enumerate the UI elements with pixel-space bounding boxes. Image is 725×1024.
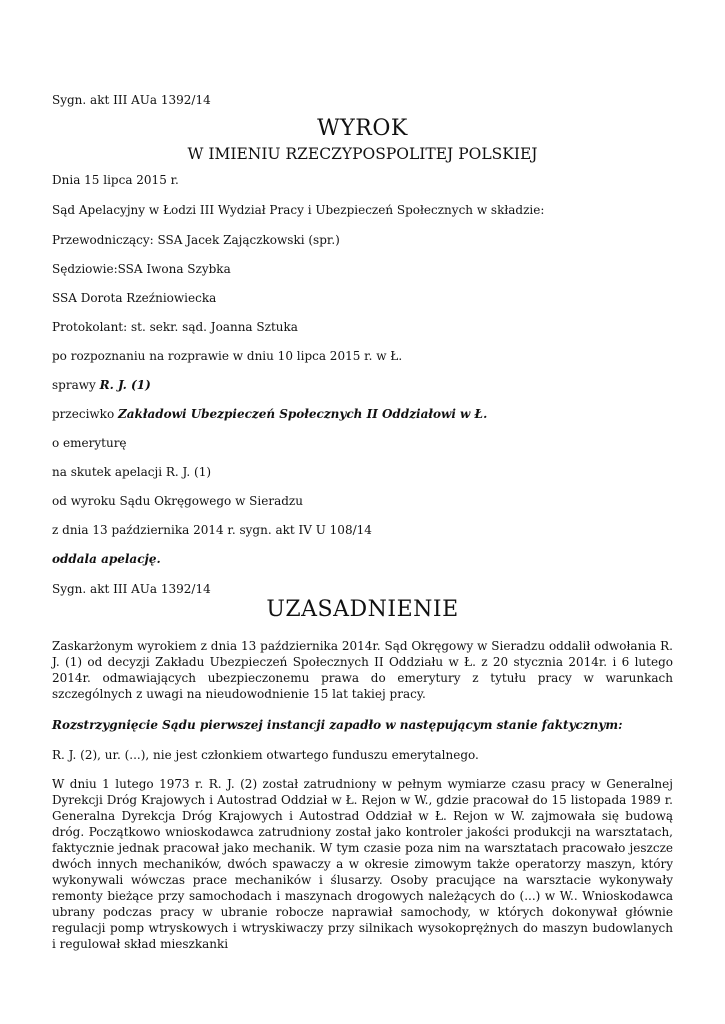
chair-line: Przewodniczący: SSA Jacek Zajączkowski (spr.) <box>52 233 340 247</box>
judgment-origin-line: od wyroku Sądu Okręgowego w Sieradzu <box>52 494 303 508</box>
hearing-line: po rozpoznaniu na rozprawie w dniu 10 lipca 2015 r. w Ł. <box>52 349 403 363</box>
case-prefix: sprawy <box>52 378 100 392</box>
paragraph-2: R. J. (2), ur. (...), nie jest członkiem otwartego funduszu emerytalnego. <box>52 748 479 762</box>
date-signature-line: z dnia 13 października 2014 r. sygn. akt IV U 108/14 <box>52 523 372 537</box>
appeal-line: na skutek apelacji R. J. (1) <box>52 465 212 479</box>
against-line <box>52 407 487 421</box>
against-party: Zakładowi Ubezpieczeń Społecznych II Oddziałowi w Ł. <box>117 407 488 421</box>
judgment-subtitle: W IMIENIU RZECZYPOSPOLITEJ POLSKIEJ <box>187 145 538 163</box>
judge2-line: SSA Dorota Rzeźniowiecka <box>52 291 217 305</box>
clerk-line: Protokolant: st. sekr. sąd. Joanna Sztuka <box>52 320 298 334</box>
section-heading: Rozstrzygnięcie Sądu pierwszej instancji zapadło w następującym stanie faktycznym: <box>52 718 623 732</box>
subject-line: o emeryturę <box>52 436 127 450</box>
paragraph-3: W dniu 1 lutego 1973 r. R. J. (2) został zatrudniony w pełnym wymiarze czasu pracy w Generalnej Dyrekcji Dróg Krajowych i Autostrad Oddział w Ł. Rejon w W., gdzie pracował do 15 listopada 1989 r. Generalna Dyrekcja Dróg Krajowych i Autostrad Oddział w Ł. Rejon w W. zajmowała się budową dróg. Początkowo wnioskodawca zatrudniony został jako kontroler jakości produkcji na warsztatach, faktycznie jednak pracował jako mechanik. W tym czasie poza nim na warsztatach pracowało jeszcze dwóch innych mechaników, dwóch spawaczy a w okresie zimowym także operatorzy maszyn, który wykonywali wówczas prace mechaników i ślusarzy. Osoby pracujące na warsztacie wykonywały remonty bieżące przy samochodach i maszynach drogowych należących do (...) w W.. Wnioskodawca ubrany podczas pracy w ubranie robocze naprawiał samochody, w których dokonywał głównie regulacji pomp wtryskowych i wtryskiwaczy przy silnikach wysokoprężnych do maszyn budowlanych i regulował skład mieszkanki <box>52 777 673 951</box>
judgment-title: WYROK <box>317 116 408 141</box>
case-party: R. J. (1) <box>99 378 151 392</box>
court-line: Sąd Apelacyjny w Łodzi III Wydział Pracy i Ubezpieczeń Społecznych w składzie: <box>52 203 545 217</box>
case-line <box>52 378 151 392</box>
justification-title: UZASADNIENIE <box>266 597 459 622</box>
case-signature-2: Sygn. akt III AUa 1392/14 <box>52 582 211 596</box>
case-signature: Sygn. akt III AUa 1392/14 <box>52 93 211 107</box>
judges-line: Sędziowie:SSA Iwona Szybka <box>52 262 231 276</box>
paragraph-1: Zaskarżonym wyrokiem z dnia 13 października 2014r. Sąd Okręgowy w Sieradzu oddalił odwołania R. J. (1) od decyzji Zakładu Ubezpieczeń Społecznych II Oddziału w Ł. z 20 stycznia 2014r. i 6 lutego 2014r. odmawiających ubezpieczonemu prawa do emerytury z tytułu pracy w warunkach szczególnych z uwagi na nieudowodnienie 15 lat takiej pracy. <box>52 639 673 701</box>
ruling-line: oddala apelację. <box>52 552 161 566</box>
against-prefix: przeciwko <box>52 407 118 421</box>
date-line: Dnia 15 lipca 2015 r. <box>52 173 179 187</box>
